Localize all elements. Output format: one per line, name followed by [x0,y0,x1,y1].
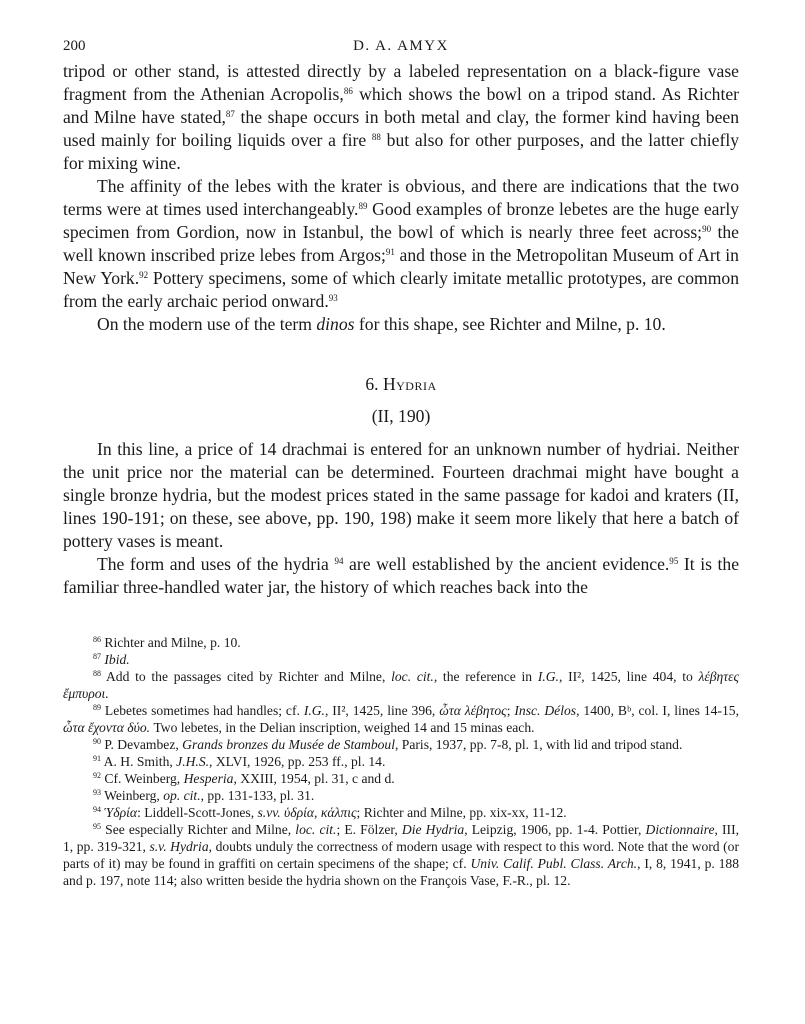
paragraph [63,60,739,175]
footnote-marker: 89 [358,201,368,211]
text-run: Weinberg, [101,788,164,803]
italic-text: Insc. Délos [514,703,577,718]
italic-text: dinos [316,314,355,334]
footnote-marker: 95 [93,822,101,831]
footnote [63,821,739,889]
text-run: are well established by the ancient evidence. [343,554,670,574]
footnotes [63,634,739,889]
text-run: See especially Richter and Milne, [101,822,296,837]
paragraph [63,438,739,553]
text-run: A. H. Smith, [101,754,177,769]
text-run: but also for other purposes, and the latter chiefly for mixing wine. [63,130,740,173]
text-run: , II², 1425, line 404, to [558,669,699,684]
italic-text: Grands bronzes du Musée de Stamboul [182,737,395,752]
footnote-marker: 87 [225,109,235,119]
text-run: , Paris, 1937, pp. 7-8, pl. 1, with lid and tripod stand. [395,737,683,752]
text-run: It is the familiar three-handled water jar, the history of which reaches back into the [63,554,740,597]
text-run: the well known inscribed prize lebes from Argos; [63,222,739,265]
text-run: Cf. Weinberg, [101,771,184,786]
italic-text: Ibid. [104,652,130,667]
footnote [63,804,739,821]
italic-text: Hesperia [183,771,234,786]
footnote [63,651,739,668]
text-run: : Liddell-Scott-Jones, [137,805,258,820]
text-run: , pp. 131-133, pl. 31. [200,788,315,803]
text-run: On the modern use of the term [97,314,317,334]
footnote [63,787,739,804]
text-run: ; Richter and Milne, pp. xix-xx, 11-12. [356,805,567,820]
italic-text: ὦτα ἔχοντα δύο. [63,720,151,735]
footnote-marker: 86 [93,635,101,644]
page-header [63,34,739,60]
footnote-marker: 90 [702,224,712,234]
footnote-marker: 88 [371,132,381,142]
footnote-marker: 91 [93,754,101,763]
text-run: , doubts unduly the correctness of modern usage with respect to this word. Note that the word (or parts of it) may be found in graffiti on certain specimens of the shape; cf. [63,839,739,871]
footnote [63,702,739,736]
text-run: The form and uses of the hydria [97,554,335,574]
text-run: , Leipzig, 1906, pp. 1-4. Pottier, [464,822,646,837]
footnote-marker: 89 [93,703,101,712]
page [63,34,739,889]
text-run: Richter and Milne, p. 10. [101,635,241,650]
italic-text: loc. cit. [295,822,337,837]
text-run: for this shape, see Richter and Milne, p. 10. [354,314,666,334]
footnote-marker: 92 [139,270,149,280]
text-run: , XXIII, 1954, pl. 31, c and d. [233,771,395,786]
footnote-marker: 86 [343,86,353,96]
text-run: , II², 1425, line 396, [324,703,440,718]
footnote-marker: 91 [385,247,395,257]
section-heading [63,373,739,396]
footnote-marker: 87 [93,652,101,661]
paragraph [63,175,739,313]
text-run: Pottery specimens, some of which clearly imitate metallic prototypes, are common from the early archaic period onward. [63,268,740,311]
text-run: Two lebetes, in the Delian inscription, weighed 14 and 15 minas each. [150,720,535,735]
footnote [63,770,739,787]
page-number: 200 [63,38,86,54]
footnote [63,736,739,753]
footnote-marker: 94 [334,556,344,566]
text-run: and those in the Metropolitan Museum of Art in New York. [63,245,739,288]
footnote [63,753,739,770]
footnote-marker: 94 [93,805,101,814]
text-run: , the reference in [433,669,538,684]
footnote [63,668,739,702]
text-run: ; [506,703,515,718]
italic-text: op. cit. [163,788,201,803]
text-run: ; E. Fölzer, [336,822,402,837]
italic-text: J.H.S. [176,754,210,769]
text-run: In this line, a price of 14 drachmai is entered for an unknown number of hydriai. Neither the unit price nor the material can be determined. Fourteen drachmai might have bought a single bronze hydria, but the modest prices stated in the same passage for kadoi and kraters (II, lines 190-191; on these, see above, pp. 190, 198) make it seem more likely that here a batch of pottery vases is meant. [63,439,739,551]
text-run: Add to the passages cited by Richter and Milne, [101,669,392,684]
italic-text: s.vv. ὑδρία, κάλπις [257,805,357,820]
section-number: 6. [365,374,379,394]
italic-text: I.G. [303,703,325,718]
text-run: , I, 8, 1941, p. 188 and p. 197, note 114; also written beside the hydria shown on the François Vase, F.-R., pl. 12. [63,856,740,888]
italic-text: I.G. [537,669,559,684]
section-reference: (II, 190) [371,406,431,426]
main-text [63,60,739,599]
text-run: The affinity of the lebes with the krater is obvious, and there are indications that the two terms were at times used interchangeably. [63,176,739,219]
text-run: P. Devambez, [101,737,183,752]
italic-text: Die Hydria [401,822,465,837]
footnote-marker: 93 [328,293,338,303]
footnote-marker: 95 [669,556,679,566]
text-run: , XLVI, 1926, pp. 253 ff., pl. 14. [209,754,386,769]
italic-text: Dictionnaire [645,822,715,837]
italic-text: s.v. Hydria [149,839,209,854]
text-run: the shape occurs in both metal and clay, the former kind having been used mainly for boiling liquids over a fire [63,107,739,150]
italic-text: ὦτα λέβητος [439,703,507,718]
running-head: D. A. AMYX [353,38,449,54]
italic-text: Ὑδρία [104,805,138,820]
footnote-marker: 90 [93,737,101,746]
text-run: , 1400, Bᵇ, col. I, lines 14-15, [576,703,739,718]
paragraph [63,313,739,336]
footnote-marker: 92 [93,771,101,780]
text-run: Lebetes sometimes had handles; cf. [101,703,304,718]
text-run: , III, 1, pp. 319-321, [63,822,739,854]
italic-text: λέβητες ἔμπυροι. [63,669,740,701]
section-title: Hydria [382,374,437,394]
text-run: tripod or other stand, is attested directly by a labeled representation on a black-figure vase fragment from the Athenian Acropolis, [63,61,739,104]
footnote [63,634,739,651]
footnote-marker: 88 [93,669,101,678]
paragraph [63,553,739,599]
text-run: Good examples of bronze lebetes are the huge early specimen from Gordion, now in Istanbul, the bowl of which is nearly three feet across; [63,199,739,242]
text-run: which shows the bowl on a tripod stand. As Richter and Milne have stated, [63,84,739,127]
italic-text: Univ. Calif. Publ. Class. Arch. [470,856,638,871]
italic-text: loc. cit. [391,669,434,684]
footnote-marker: 93 [93,788,101,797]
